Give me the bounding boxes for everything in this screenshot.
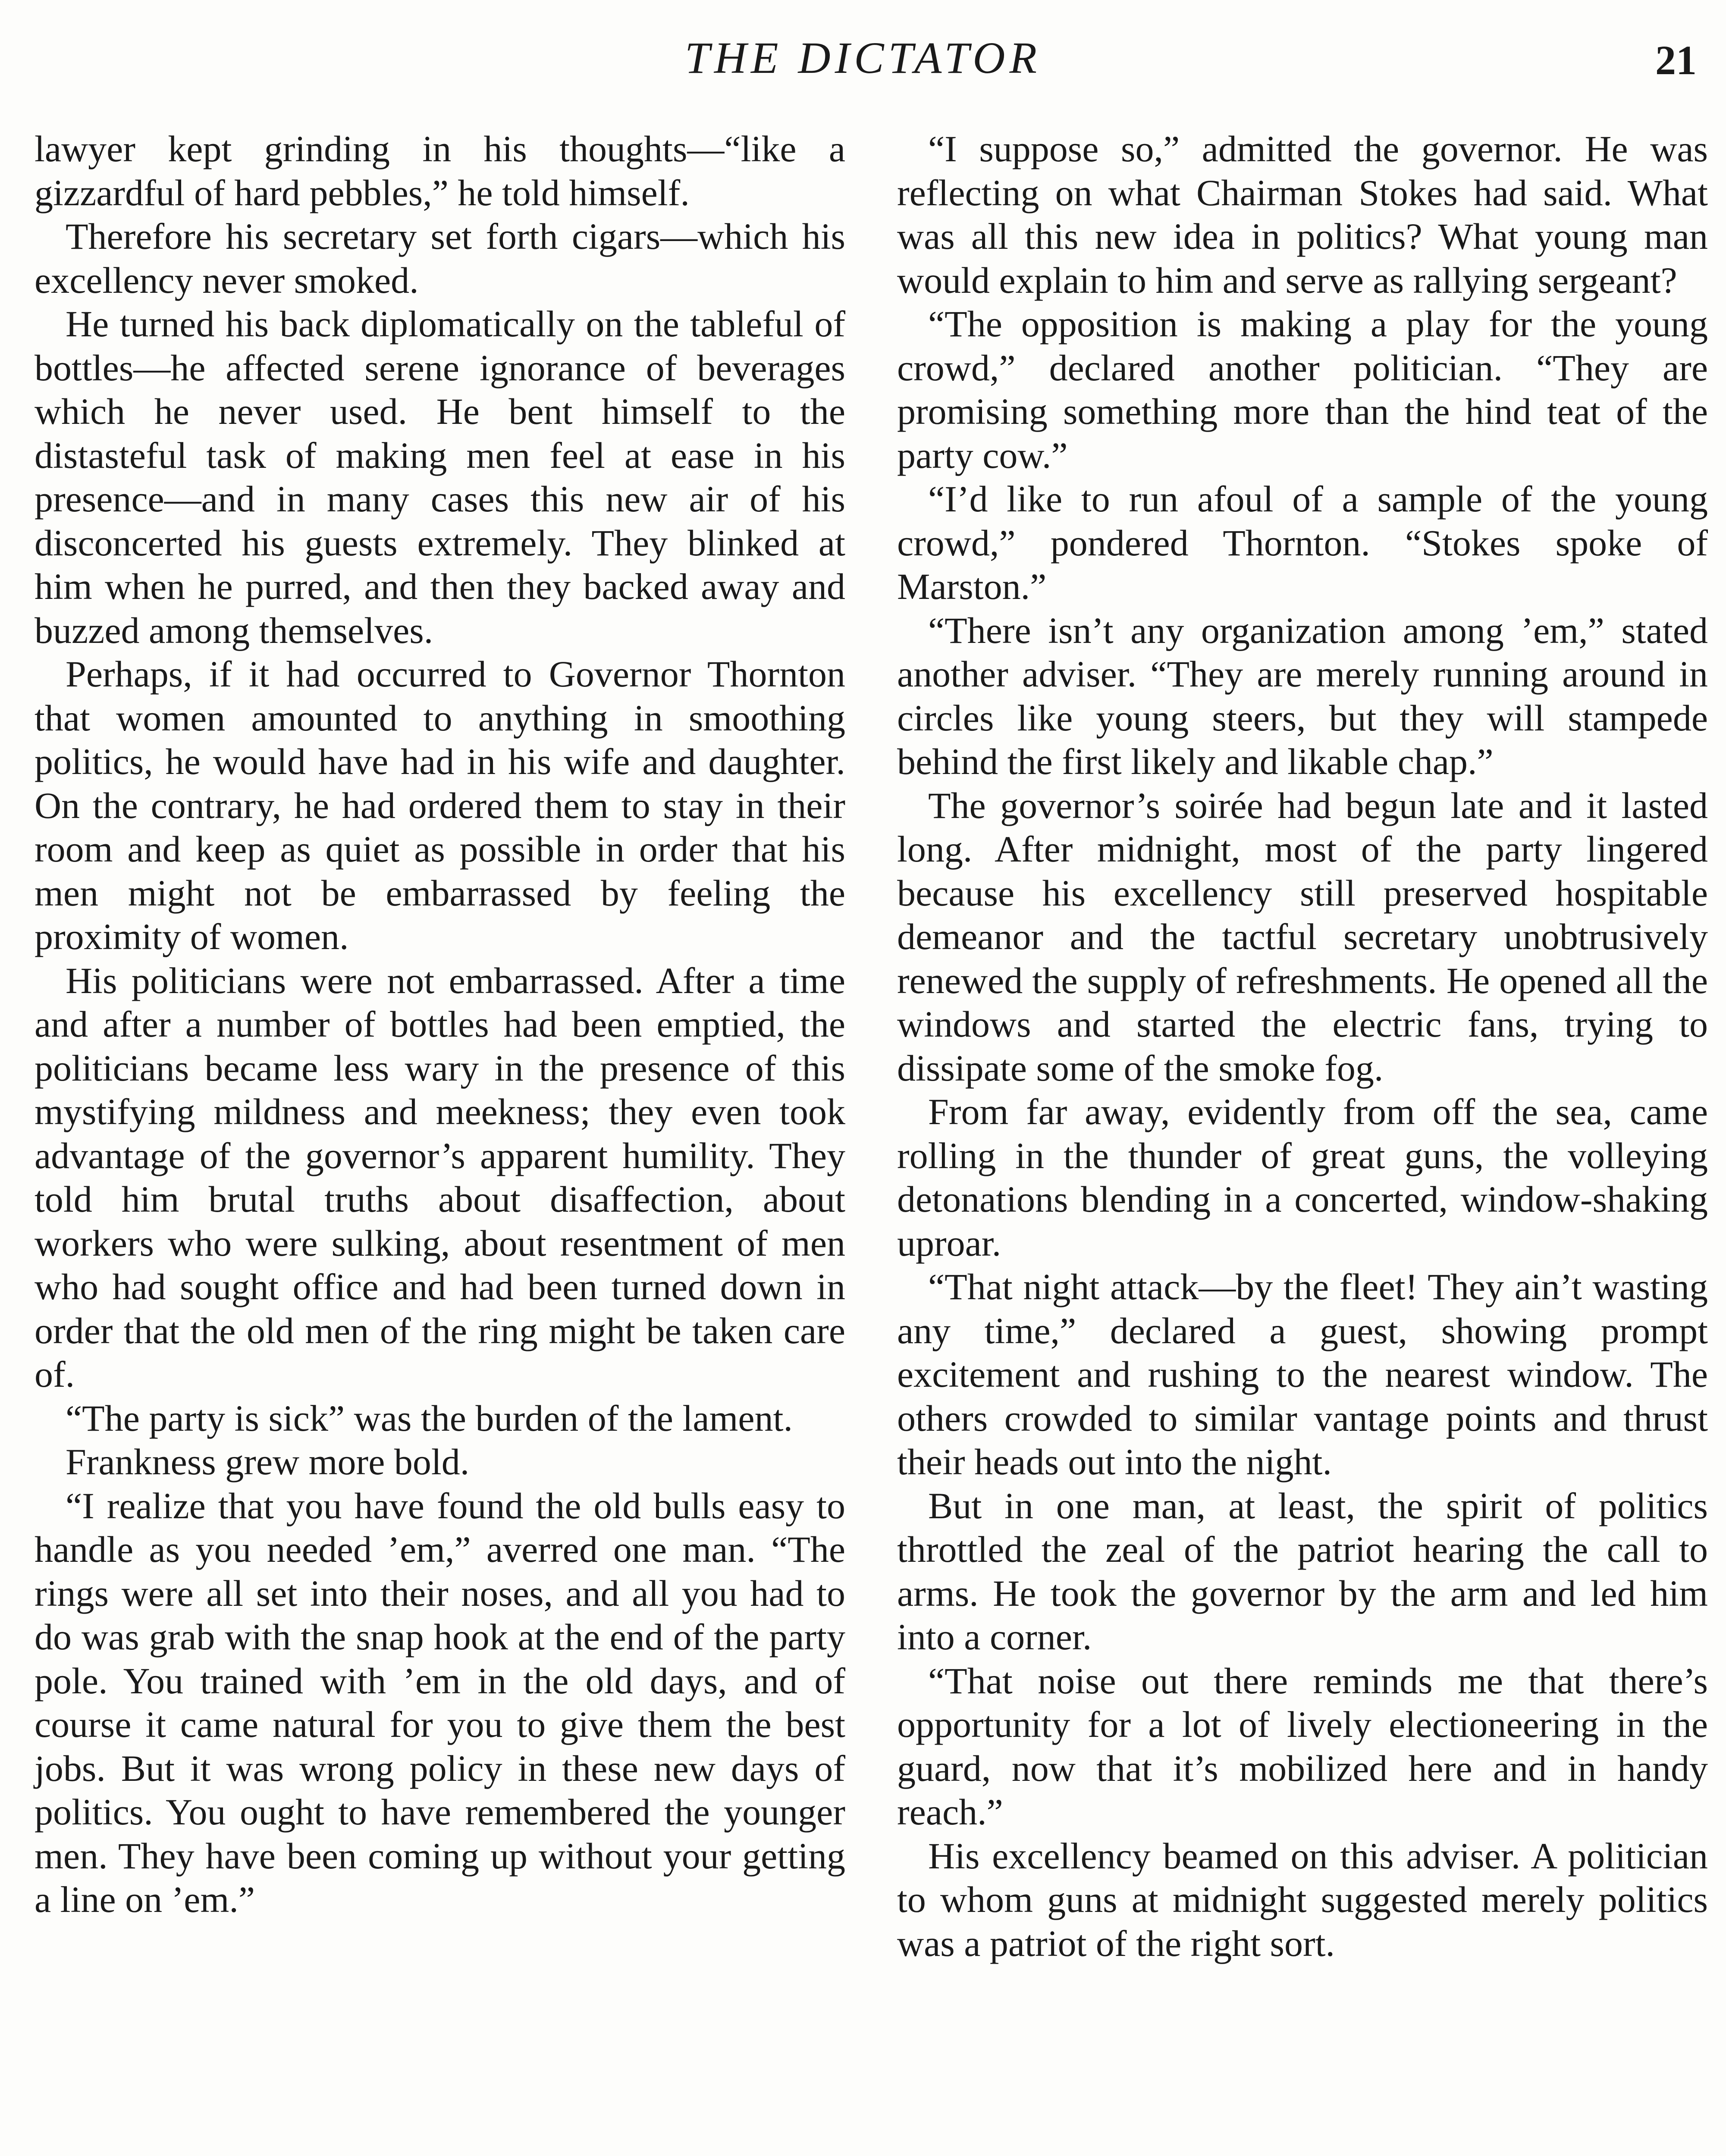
paragraph: Perhaps, if it had occurred to Governor Thornton that women amounted to anything in smoothing politics, he would have had in his wife and daughter. On the contrary, he had ordered them to stay in their room and keep as quiet as possible in order that his men might not be embarrassed by feeling the proximity of women.: [35, 653, 845, 957]
paragraph: “I’d like to run afoul of a sample of the young crowd,” pondered Thornton. “Stokes spoke of Marston.”: [897, 478, 1708, 607]
left-column: [35, 127, 845, 1922]
page-number: 21: [1655, 37, 1697, 83]
paragraph: “That noise out there reminds me that there’s opportunity for a lot of lively electioneering in the guard, now that it’s mobilized here and in handy reach.”: [897, 1660, 1708, 1833]
paragraph: “That night attack—by the fleet! They ain’t wasting any time,” declared a guest, showing prompt excitement and rushing to the nearest window. The others crowded to similar vantage points and thrust their heads out into the night.: [897, 1266, 1708, 1482]
paragraph: His excellency beamed on this adviser. A politician to whom guns at midnight suggested merely politics was a patriot of the right sort.: [897, 1835, 1708, 1964]
paragraph: From far away, evidently from off the sea, came rolling in the thunder of great guns, the volleying detonations blending in a concerted, window-shaking uproar.: [897, 1091, 1708, 1264]
paragraph: “The party is sick” was the burden of the lament.: [66, 1397, 793, 1439]
paragraph: He turned his back diplomatically on the tableful of bottles—he affected serene ignorance of beverages which he never used. He bent himself to the distasteful task of making men feel at ease in his presence—and in many cases this new air of his disconcerted his guests extremely. They blinked at him when he purred, and then they backed away and buzzed among themselves.: [35, 303, 845, 651]
paragraph: “I suppose so,” admitted the governor. He was reflecting on what Chairman Stokes had said. What was all this new idea in politics? What young man would explain to him and serve as rallying sergeant?: [897, 128, 1708, 301]
paragraph: “I realize that you have found the old bulls easy to handle as you needed ’em,” averred one man. “The rings were all set into their noses, and all you had to do was grab with the snap hook at the end of the party pole. You trained with ’em in the old days, and of course it came natural for you to give them the best jobs. But it was wrong policy in these new days of politics. You ought to have remembered the younger men. They have been coming up without your getting a line on ’em.”: [35, 1485, 845, 1920]
running-title: THE DICTATOR: [685, 33, 1041, 83]
right-column: [897, 127, 1708, 1965]
paragraph: “There isn’t any organization among ’em,” stated another adviser. “They are merely running around in circles like young steers, but they will stampede behind the first likely and likable chap.”: [897, 609, 1708, 782]
paragraph: Frankness grew more bold.: [66, 1441, 470, 1482]
paragraph: “The opposition is making a play for the young crowd,” declared another politician. “They are promising something more than the hind teat of the party cow.”: [897, 303, 1708, 476]
paragraph: Therefore his secretary set forth cigars—which his excellency never smoked.: [35, 216, 845, 301]
page-header: [0, 30, 1726, 99]
paragraph: lawyer kept grinding in his thoughts—“like a gizzardful of hard pebbles,” he told himself.: [35, 128, 845, 213]
paragraph: His politicians were not embarrassed. After a time and after a number of bottles had been emptied, the politicians became less wary in the presence of this mystifying mildness and meekness; they even took advantage of the governor’s apparent humility. They told him brutal truths about disaffection, about workers who were sulking, about resentment of men who had sought office and had been turned down in order that the old men of the ring might be taken care of.: [35, 959, 845, 1395]
paragraph: But in one man, at least, the spirit of politics throttled the zeal of the patriot hearing the call to arms. He took the governor by the arm and led him into a corner.: [897, 1485, 1708, 1658]
paragraph: The governor’s soirée had begun late and it lasted long. After midnight, most of the party lingered because his excellency still preserved hospitable demeanor and the tactful secretary unobtrusively renewed the supply of refreshments. He opened all the windows and started the electric fans, trying to dissipate some of the smoke fog.: [897, 784, 1708, 1089]
